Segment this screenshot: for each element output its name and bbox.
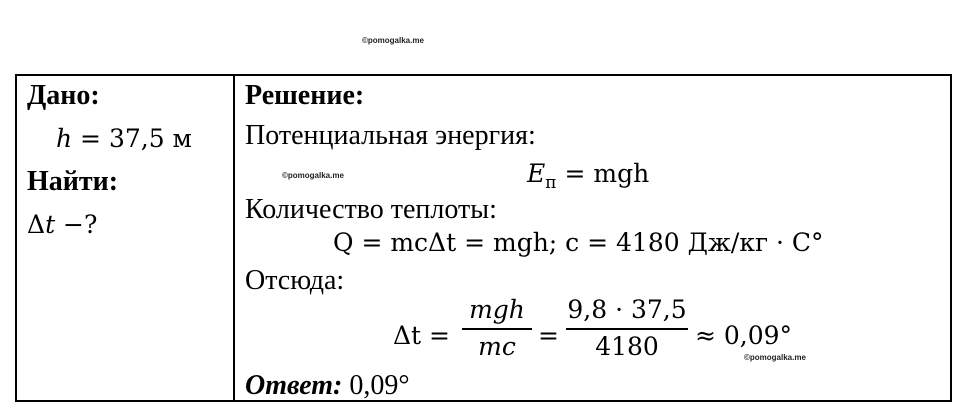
watermark-middle: ©pomogalka.me xyxy=(282,171,344,180)
heat-label: Количество теплоты: xyxy=(245,194,497,225)
find-heading: Найти: xyxy=(27,166,119,197)
heat-formula: Q = mcΔt = mgh; c = 4180 Дж/кг · C° xyxy=(333,228,824,257)
fraction-mgh-over-mc: mgh mc xyxy=(462,296,532,360)
delta-t-lhs: Δt = xyxy=(393,321,450,350)
watermark-top: ©pomogalka.me xyxy=(362,36,424,45)
given-height: h = 37,5 м xyxy=(56,124,193,153)
potential-energy-formula: $E_п$ = mgh xyxy=(527,159,650,193)
fraction-numeric: 9,8 · 37,5 4180 xyxy=(567,295,687,361)
answer-line: Ответ: 0,09° xyxy=(245,370,410,401)
result-approx: ≈ 0,09° xyxy=(695,321,793,350)
potential-energy-label: Потенциальная энергия: xyxy=(245,120,536,151)
given-heading: Дано: xyxy=(27,80,100,111)
column-divider xyxy=(233,74,235,402)
solution-heading: Решение: xyxy=(245,80,365,111)
hence-label: Отсюда: xyxy=(245,265,345,296)
watermark-bottom: ©pomogalka.me xyxy=(744,353,806,362)
find-unknown: Δt −? xyxy=(27,210,98,239)
equals-sign: = xyxy=(538,321,559,350)
